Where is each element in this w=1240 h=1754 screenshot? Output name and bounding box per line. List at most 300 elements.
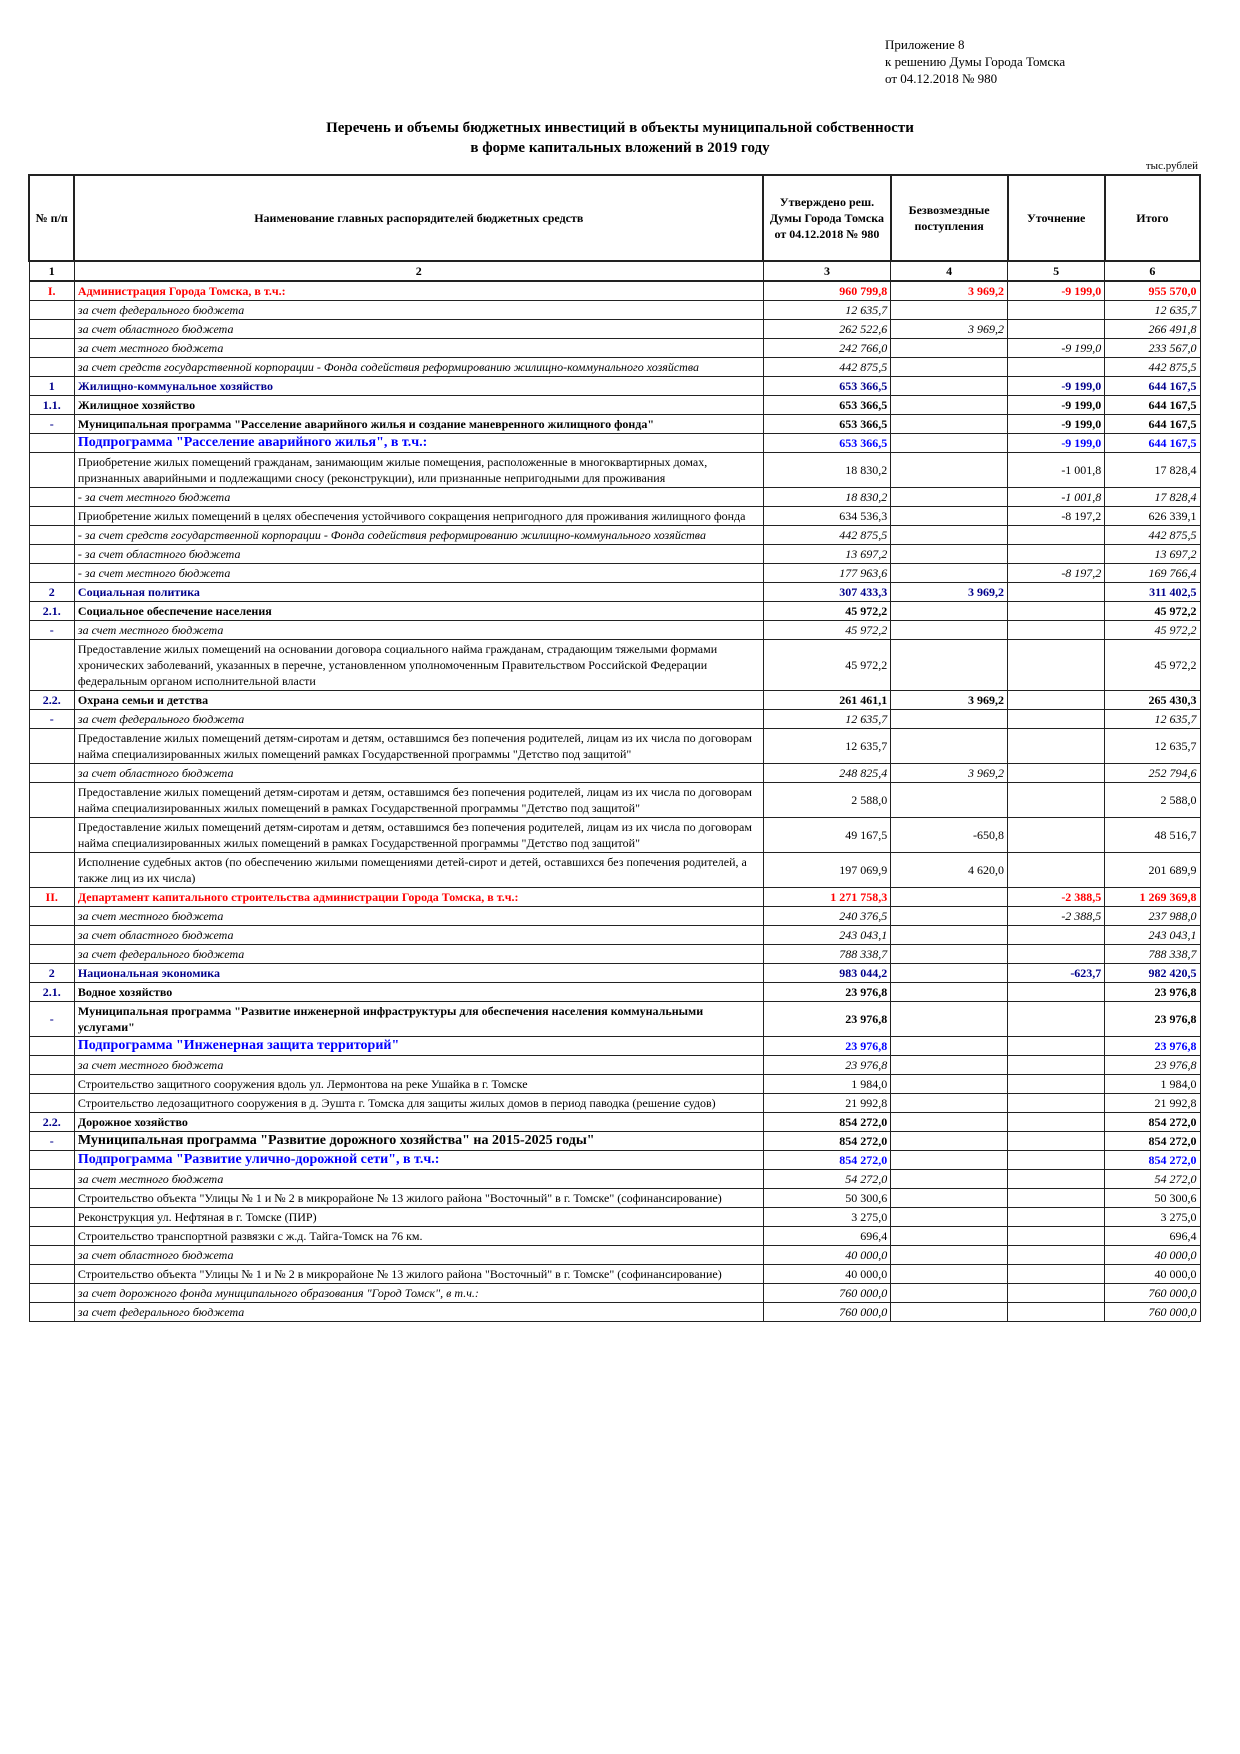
- row-approved: 262 522,6: [763, 320, 891, 339]
- row-grants: [891, 1265, 1008, 1284]
- table-row: [29, 945, 1200, 964]
- row-index: 2.2.: [29, 691, 74, 710]
- row-name: за счет местного бюджета: [74, 1056, 763, 1075]
- row-index: [29, 1284, 74, 1303]
- row-approved: 18 830,2: [763, 453, 891, 488]
- row-adjustment: [1008, 1151, 1105, 1170]
- row-grants: [891, 907, 1008, 926]
- row-name: за счет средств государственной корпорации - Фонда содействия реформированию жилищно-коммунального хозяйства: [74, 358, 763, 377]
- row-approved: 788 338,7: [763, 945, 891, 964]
- row-index: [29, 545, 74, 564]
- row-index: [29, 488, 74, 507]
- table-row: [29, 1002, 1200, 1037]
- row-approved: 12 635,7: [763, 710, 891, 729]
- row-adjustment: [1008, 691, 1105, 710]
- table-row: [29, 526, 1200, 545]
- appendix-date: от 04.12.2018 № 980: [885, 71, 998, 86]
- row-approved: 2 588,0: [763, 783, 891, 818]
- row-total: 3 275,0: [1105, 1208, 1200, 1227]
- table-row: [29, 415, 1200, 434]
- row-adjustment: -9 199,0: [1008, 281, 1105, 301]
- row-approved: 442 875,5: [763, 526, 891, 545]
- row-total: 45 972,2: [1105, 602, 1200, 621]
- table-row: [29, 764, 1200, 783]
- header-grants: Безвозмездные поступления: [891, 175, 1008, 261]
- row-total: 243 043,1: [1105, 926, 1200, 945]
- row-grants: [891, 1246, 1008, 1265]
- row-approved: 23 976,8: [763, 983, 891, 1002]
- row-total: 48 516,7: [1105, 818, 1200, 853]
- table-row: [29, 888, 1200, 907]
- row-grants: [891, 926, 1008, 945]
- row-name: Приобретение жилых помещений гражданам, занимающим жилые помещения, расположенные в многоквартирных домах, признанных аварийными и подлежащими сносу (реконструкции), или признанные непригодными для проживания: [74, 453, 763, 488]
- table-row: [29, 710, 1200, 729]
- table-row: [29, 602, 1200, 621]
- row-name: за счет местного бюджета: [74, 339, 763, 358]
- row-adjustment: -8 197,2: [1008, 507, 1105, 526]
- row-approved: 242 766,0: [763, 339, 891, 358]
- column-number: 6: [1105, 261, 1200, 281]
- row-name: Строительство объекта "Улицы № 1 и № 2 в микрорайоне № 13 жилого района "Восточный" в г. Томске" (софинансирование): [74, 1265, 763, 1284]
- row-total: 760 000,0: [1105, 1303, 1200, 1322]
- row-total: 1 269 369,8: [1105, 888, 1200, 907]
- row-approved: 240 376,5: [763, 907, 891, 926]
- table-row: [29, 964, 1200, 983]
- row-approved: 854 272,0: [763, 1132, 891, 1151]
- row-grants: [891, 1113, 1008, 1132]
- row-name: Жилищно-коммунальное хозяйство: [74, 377, 763, 396]
- table-row: [29, 358, 1200, 377]
- row-grants: [891, 396, 1008, 415]
- row-name: Социальная политика: [74, 583, 763, 602]
- row-total: 252 794,6: [1105, 764, 1200, 783]
- row-adjustment: [1008, 1113, 1105, 1132]
- row-index: [29, 1170, 74, 1189]
- row-total: 23 976,8: [1105, 1002, 1200, 1037]
- row-name: за счет областного бюджета: [74, 1246, 763, 1265]
- title-line-2: в форме капитальных вложений в 2019 году: [470, 140, 770, 156]
- row-adjustment: -8 197,2: [1008, 564, 1105, 583]
- row-name: за счет областного бюджета: [74, 320, 763, 339]
- row-index: [29, 853, 74, 888]
- row-name: Строительство транспортной развязки с ж.д. Тайга-Томск на 76 км.: [74, 1227, 763, 1246]
- row-grants: [891, 453, 1008, 488]
- row-total: 17 828,4: [1105, 453, 1200, 488]
- row-grants: [891, 434, 1008, 453]
- row-grants: [891, 301, 1008, 320]
- row-total: 955 570,0: [1105, 281, 1200, 301]
- row-approved: 197 069,9: [763, 853, 891, 888]
- row-index: [29, 507, 74, 526]
- row-approved: 653 366,5: [763, 396, 891, 415]
- row-adjustment: [1008, 1246, 1105, 1265]
- row-total: 12 635,7: [1105, 301, 1200, 320]
- row-approved: 442 875,5: [763, 358, 891, 377]
- row-total: 13 697,2: [1105, 545, 1200, 564]
- row-total: 854 272,0: [1105, 1132, 1200, 1151]
- row-approved: 854 272,0: [763, 1113, 891, 1132]
- table-row: [29, 583, 1200, 602]
- row-index: [29, 564, 74, 583]
- table-row: [29, 1132, 1200, 1151]
- row-index: [29, 1208, 74, 1227]
- row-adjustment: -2 388,5: [1008, 907, 1105, 926]
- row-index: [29, 818, 74, 853]
- row-total: 644 167,5: [1105, 377, 1200, 396]
- row-name: - за счет средств государственной корпорации - Фонда содействия реформированию жилищно-коммунального хозяйства: [74, 526, 763, 545]
- row-approved: 261 461,1: [763, 691, 891, 710]
- table-row: [29, 818, 1200, 853]
- row-grants: [891, 564, 1008, 583]
- row-grants: [891, 1002, 1008, 1037]
- row-approved: 40 000,0: [763, 1265, 891, 1284]
- row-index: [29, 339, 74, 358]
- row-index: [29, 526, 74, 545]
- row-grants: [891, 945, 1008, 964]
- row-total: 854 272,0: [1105, 1151, 1200, 1170]
- page-title: [0, 118, 1240, 158]
- header-row: [29, 175, 1200, 261]
- row-index: -: [29, 621, 74, 640]
- row-total: 854 272,0: [1105, 1113, 1200, 1132]
- row-approved: 12 635,7: [763, 301, 891, 320]
- row-total: 17 828,4: [1105, 488, 1200, 507]
- table-row: [29, 545, 1200, 564]
- row-adjustment: -9 199,0: [1008, 339, 1105, 358]
- appendix-number: Приложение 8: [885, 37, 965, 52]
- row-index: -: [29, 415, 74, 434]
- row-name: Строительство объекта "Улицы № 1 и № 2 в микрорайоне № 13 жилого района "Восточный" в г. Томске" (софинансирование): [74, 1189, 763, 1208]
- row-name: за счет местного бюджета: [74, 1170, 763, 1189]
- table-row: [29, 339, 1200, 358]
- row-total: 21 992,8: [1105, 1094, 1200, 1113]
- row-index: 2.1.: [29, 602, 74, 621]
- row-approved: 653 366,5: [763, 415, 891, 434]
- row-index: [29, 1056, 74, 1075]
- table-row: [29, 1265, 1200, 1284]
- row-name: Социальное обеспечение населения: [74, 602, 763, 621]
- row-index: [29, 358, 74, 377]
- row-approved: 248 825,4: [763, 764, 891, 783]
- header-adjustment: Уточнение: [1008, 175, 1105, 261]
- row-grants: [891, 1037, 1008, 1056]
- row-grants: [891, 621, 1008, 640]
- row-approved: 18 830,2: [763, 488, 891, 507]
- row-approved: 177 963,6: [763, 564, 891, 583]
- row-approved: 49 167,5: [763, 818, 891, 853]
- row-approved: 13 697,2: [763, 545, 891, 564]
- row-grants: 3 969,2: [891, 320, 1008, 339]
- table-row: [29, 640, 1200, 691]
- row-index: 2: [29, 964, 74, 983]
- appendix-decision: к решению Думы Города Томска: [885, 54, 1066, 69]
- row-approved: 653 366,5: [763, 434, 891, 453]
- row-grants: [891, 507, 1008, 526]
- row-name: Подпрограмма "Развитие улично-дорожной сети", в т.ч.:: [74, 1151, 763, 1170]
- table-row: [29, 377, 1200, 396]
- row-total: 169 766,4: [1105, 564, 1200, 583]
- row-grants: [891, 602, 1008, 621]
- row-grants: [891, 488, 1008, 507]
- row-index: [29, 1094, 74, 1113]
- table-row: [29, 1075, 1200, 1094]
- row-name: Подпрограмма "Инженерная защита территорий": [74, 1037, 763, 1056]
- row-grants: [891, 526, 1008, 545]
- row-approved: 23 976,8: [763, 1002, 891, 1037]
- row-name: за счет местного бюджета: [74, 621, 763, 640]
- row-adjustment: [1008, 1170, 1105, 1189]
- row-total: 1 984,0: [1105, 1075, 1200, 1094]
- row-adjustment: [1008, 1208, 1105, 1227]
- row-adjustment: [1008, 818, 1105, 853]
- row-name: - за счет местного бюджета: [74, 564, 763, 583]
- row-approved: 45 972,2: [763, 640, 891, 691]
- row-grants: [891, 1132, 1008, 1151]
- row-index: [29, 1265, 74, 1284]
- row-name: Предоставление жилых помещений детям-сиротам и детям, оставшимся без попечения родителей, лицам из их числа по договорам найма специализированных жилых помещений в рамках Государственной программы "Детство под защитой": [74, 783, 763, 818]
- row-adjustment: -9 199,0: [1008, 396, 1105, 415]
- row-adjustment: [1008, 358, 1105, 377]
- header-total: Итого: [1105, 175, 1200, 261]
- row-name: Строительство ледозащитного сооружения в д. Эушта г. Томска для защиты жилых домов в период паводка (решение судов): [74, 1094, 763, 1113]
- row-total: 2 588,0: [1105, 783, 1200, 818]
- row-approved: 1 984,0: [763, 1075, 891, 1094]
- row-adjustment: [1008, 710, 1105, 729]
- row-approved: 983 044,2: [763, 964, 891, 983]
- row-total: 442 875,5: [1105, 358, 1200, 377]
- row-name: Приобретение жилых помещений в целях обеспечения устойчивого сокращения непригодного для проживания жилищного фонда: [74, 507, 763, 526]
- row-approved: 854 272,0: [763, 1151, 891, 1170]
- row-adjustment: [1008, 926, 1105, 945]
- table-row: [29, 1094, 1200, 1113]
- row-adjustment: [1008, 320, 1105, 339]
- row-total: 40 000,0: [1105, 1265, 1200, 1284]
- row-grants: [891, 1208, 1008, 1227]
- row-adjustment: [1008, 640, 1105, 691]
- row-name: Охрана семьи и детства: [74, 691, 763, 710]
- row-approved: 760 000,0: [763, 1303, 891, 1322]
- row-grants: [891, 1075, 1008, 1094]
- row-index: -: [29, 1002, 74, 1037]
- row-adjustment: [1008, 1227, 1105, 1246]
- row-adjustment: [1008, 526, 1105, 545]
- row-approved: 23 976,8: [763, 1056, 891, 1075]
- table-row: [29, 1037, 1200, 1056]
- row-total: 982 420,5: [1105, 964, 1200, 983]
- row-approved: 1 271 758,3: [763, 888, 891, 907]
- row-name: за счет федерального бюджета: [74, 710, 763, 729]
- row-index: [29, 320, 74, 339]
- row-total: 50 300,6: [1105, 1189, 1200, 1208]
- row-adjustment: [1008, 1037, 1105, 1056]
- row-adjustment: [1008, 1303, 1105, 1322]
- row-adjustment: [1008, 621, 1105, 640]
- column-number: 4: [891, 261, 1008, 281]
- row-approved: 653 366,5: [763, 377, 891, 396]
- row-approved: 45 972,2: [763, 602, 891, 621]
- column-number: 2: [74, 261, 763, 281]
- row-name: Муниципальная программа "Развитие инженерной инфраструктуры для обеспечения населения коммунальными услугами": [74, 1002, 763, 1037]
- row-name: Предоставление жилых помещений детям-сиротам и детям, оставшимся без попечения родителей, лицам из их числа по договорам найма специализированных жилых помещений в рамках Государственной программы "Детство под защитой": [74, 818, 763, 853]
- row-index: 2.2.: [29, 1113, 74, 1132]
- title-line-1: Перечень и объемы бюджетных инвестиций в объекты муниципальной собственности: [326, 120, 914, 136]
- table-row: [29, 1227, 1200, 1246]
- table-row: [29, 396, 1200, 415]
- table-row: [29, 621, 1200, 640]
- row-name: за счет федерального бюджета: [74, 301, 763, 320]
- row-name: Строительство защитного сооружения вдоль ул. Лермонтова на реке Ушайка в г. Томске: [74, 1075, 763, 1094]
- table-row: [29, 488, 1200, 507]
- row-total: 644 167,5: [1105, 396, 1200, 415]
- table-row: [29, 691, 1200, 710]
- row-total: 23 976,8: [1105, 983, 1200, 1002]
- row-name: за счет федерального бюджета: [74, 1303, 763, 1322]
- row-adjustment: -9 199,0: [1008, 415, 1105, 434]
- row-index: -: [29, 1132, 74, 1151]
- row-grants: [891, 710, 1008, 729]
- row-adjustment: -9 199,0: [1008, 377, 1105, 396]
- budget-table: [28, 174, 1201, 1322]
- row-approved: 243 043,1: [763, 926, 891, 945]
- row-total: 644 167,5: [1105, 415, 1200, 434]
- row-adjustment: [1008, 1002, 1105, 1037]
- row-adjustment: [1008, 1284, 1105, 1303]
- row-index: [29, 1151, 74, 1170]
- row-adjustment: [1008, 602, 1105, 621]
- row-total: 12 635,7: [1105, 729, 1200, 764]
- row-index: 1: [29, 377, 74, 396]
- row-name: - за счет областного бюджета: [74, 545, 763, 564]
- table-row: [29, 1208, 1200, 1227]
- row-name: за счет местного бюджета: [74, 907, 763, 926]
- row-name: за счет дорожного фонда муниципального образования "Город Томск", в т.ч.:: [74, 1284, 763, 1303]
- row-name: Департамент капитального строительства администрации Города Томска, в т.ч.:: [74, 888, 763, 907]
- row-total: 696,4: [1105, 1227, 1200, 1246]
- row-adjustment: [1008, 545, 1105, 564]
- row-adjustment: [1008, 1132, 1105, 1151]
- row-name: Муниципальная программа "Расселение аварийного жилья и создание маневренного жилищного фонда": [74, 415, 763, 434]
- row-index: [29, 453, 74, 488]
- row-total: 265 430,3: [1105, 691, 1200, 710]
- table-row: [29, 301, 1200, 320]
- row-approved: 696,4: [763, 1227, 891, 1246]
- row-grants: [891, 964, 1008, 983]
- column-number-row: [29, 261, 1200, 281]
- row-total: 54 272,0: [1105, 1170, 1200, 1189]
- row-total: 626 339,1: [1105, 507, 1200, 526]
- row-approved: 3 275,0: [763, 1208, 891, 1227]
- row-index: [29, 301, 74, 320]
- row-adjustment: [1008, 1056, 1105, 1075]
- table-row: [29, 1284, 1200, 1303]
- row-grants: 4 620,0: [891, 853, 1008, 888]
- row-grants: 3 969,2: [891, 281, 1008, 301]
- table-row: [29, 729, 1200, 764]
- row-total: 40 000,0: [1105, 1246, 1200, 1265]
- table-row: [29, 564, 1200, 583]
- row-adjustment: [1008, 983, 1105, 1002]
- table-row: [29, 453, 1200, 488]
- column-number: 5: [1008, 261, 1105, 281]
- row-grants: [891, 339, 1008, 358]
- row-approved: 960 799,8: [763, 281, 891, 301]
- row-total: 311 402,5: [1105, 583, 1200, 602]
- row-adjustment: -623,7: [1008, 964, 1105, 983]
- row-total: 788 338,7: [1105, 945, 1200, 964]
- table-row: [29, 1056, 1200, 1075]
- units-label: тыс.рублей: [1145, 160, 1198, 172]
- row-adjustment: [1008, 583, 1105, 602]
- row-total: 644 167,5: [1105, 434, 1200, 453]
- row-total: 12 635,7: [1105, 710, 1200, 729]
- table-row: [29, 281, 1200, 301]
- row-index: [29, 434, 74, 453]
- header-approved: Утверждено реш. Думы Города Томска от 04.12.2018 № 980: [763, 175, 891, 261]
- row-index: [29, 1189, 74, 1208]
- row-index: [29, 945, 74, 964]
- row-approved: 21 992,8: [763, 1094, 891, 1113]
- row-approved: 40 000,0: [763, 1246, 891, 1265]
- row-grants: [891, 983, 1008, 1002]
- table-row: [29, 1303, 1200, 1322]
- row-adjustment: [1008, 853, 1105, 888]
- row-grants: [891, 1056, 1008, 1075]
- row-adjustment: [1008, 945, 1105, 964]
- row-grants: 3 969,2: [891, 764, 1008, 783]
- table-row: [29, 507, 1200, 526]
- row-approved: 307 433,3: [763, 583, 891, 602]
- row-total: 760 000,0: [1105, 1284, 1200, 1303]
- row-index: [29, 1037, 74, 1056]
- table-row: [29, 926, 1200, 945]
- table-row: [29, 1189, 1200, 1208]
- row-adjustment: -2 388,5: [1008, 888, 1105, 907]
- row-grants: [891, 783, 1008, 818]
- row-adjustment: [1008, 1265, 1105, 1284]
- row-name: Жилищное хозяйство: [74, 396, 763, 415]
- row-total: 233 567,0: [1105, 339, 1200, 358]
- table-row: [29, 1170, 1200, 1189]
- row-name: Реконструкция ул. Нефтяная в г. Томске (ПИР): [74, 1208, 763, 1227]
- row-grants: [891, 1189, 1008, 1208]
- row-index: [29, 1303, 74, 1322]
- row-adjustment: -1 001,8: [1008, 453, 1105, 488]
- row-name: за счет областного бюджета: [74, 926, 763, 945]
- row-approved: 23 976,8: [763, 1037, 891, 1056]
- row-total: 23 976,8: [1105, 1056, 1200, 1075]
- row-name: Предоставление жилых помещений на основании договора социального найма гражданам, страдающим тяжелыми формами хронических заболеваний, указанных в перечне, установленном уполномоченным Правительством Российской Федерации федеральным органом исполнительной власти: [74, 640, 763, 691]
- row-grants: 3 969,2: [891, 583, 1008, 602]
- row-grants: [891, 1284, 1008, 1303]
- row-grants: [891, 888, 1008, 907]
- row-grants: [891, 640, 1008, 691]
- row-total: 201 689,9: [1105, 853, 1200, 888]
- row-approved: 634 536,3: [763, 507, 891, 526]
- row-total: 266 491,8: [1105, 320, 1200, 339]
- row-name: Администрация Города Томска, в т.ч.:: [74, 281, 763, 301]
- row-adjustment: -1 001,8: [1008, 488, 1105, 507]
- row-index: 2: [29, 583, 74, 602]
- table-row: [29, 907, 1200, 926]
- row-index: II.: [29, 888, 74, 907]
- row-index: [29, 1075, 74, 1094]
- row-adjustment: [1008, 729, 1105, 764]
- row-adjustment: [1008, 1189, 1105, 1208]
- row-approved: 54 272,0: [763, 1170, 891, 1189]
- row-approved: 45 972,2: [763, 621, 891, 640]
- row-grants: [891, 545, 1008, 564]
- table-row: [29, 434, 1200, 453]
